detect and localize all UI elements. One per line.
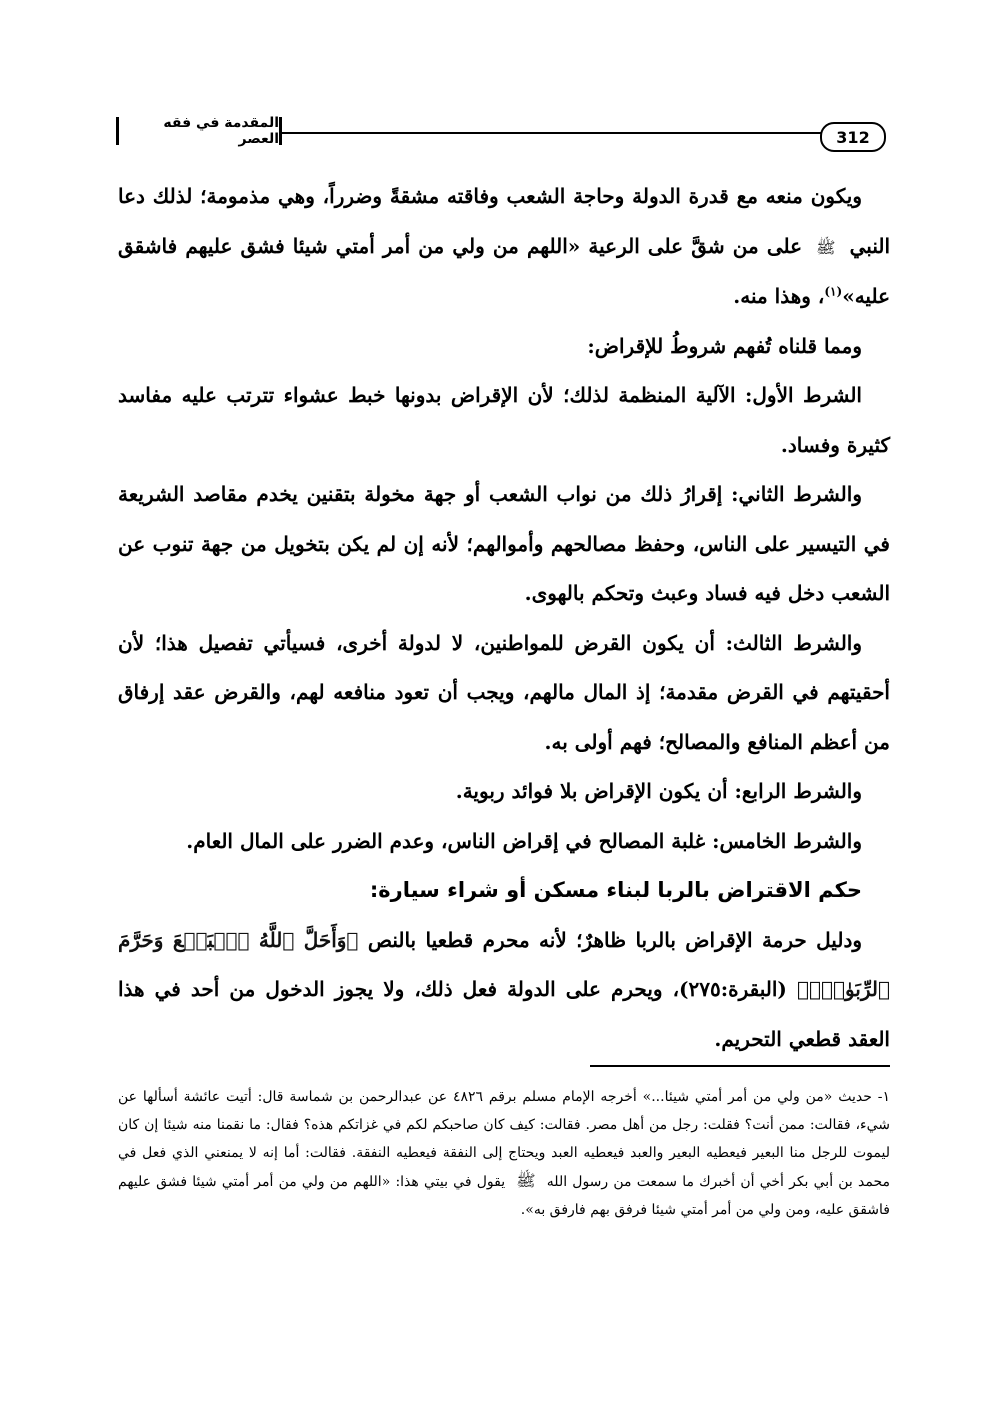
- honorific-symbol: ﷺ: [816, 237, 836, 257]
- paragraph: والشرط الثالث: أن يكون القرض للمواطنين، لا لدولة أخرى، فسيأتي تفصيل هذا؛ لأن أحقيتهم في القرض مقدمة؛ إذ المال مالهم، ويجب أن تعود منافعه لهم، والقرض عقد إرفاق من أعظم المنافع والمصالح؛ فهم أولى به.: [118, 630, 890, 754]
- page-number: 312: [820, 122, 886, 152]
- footnote-text: يقول في بيتي هذا: «اللهم من ولي من أمر أمتي شيئا فشق عليهم فاشقق عليه، ومن ولي من أمر أمتي شيئا فرفق بهم فارفق به».: [118, 1174, 890, 1218]
- footnote-rule: [590, 1065, 890, 1067]
- section-heading: حكم الاقتراض بالربا لبناء مسكن أو شراء سيارة:: [369, 878, 862, 902]
- main-text: [118, 172, 890, 1064]
- paragraph-text: ويكون منعه مع قدرة الدولة وحاجة الشعب وفاقته مشقةً وضرراً، وهي مذمومة؛ لذلك دعا النبي: [118, 184, 891, 258]
- paragraph: ومما قلناه تُفهم شروطُ للإقراض:: [587, 333, 862, 358]
- footnote: [118, 1083, 890, 1224]
- paragraph: [118, 172, 890, 322]
- book-title: المقدمة في فقه العصر: [116, 117, 282, 145]
- paragraph-text: ودليل حرمة الإقراض بالربا ظاهرٌ؛ لأنه محرم قطعيا بالنص: [367, 927, 863, 952]
- paragraph: والشرط الخامس: غلبة المصالح في إقراض الناس، وعدم الضرر على المال العام.: [186, 828, 862, 853]
- footnote-text: ١- حديث «من ولي من أمر أمتي شيئا...» أخرجه الإمام مسلم برقم ٤٨٢٦ عن عبدالرحمن بن شماسة قال: أتيت عائشة أسألها عن شيء، فقالت: ممن أنت؟ فقلت: رجل من أهل مصر. فقالت: كيف كان صاحبكم لكم في غزاتكم هذه؟ فقال: ما نقمنا منه شيئا إن كان ليموت للرجل منا البعير فيعطيه البعير والعبد فيعطيه العبد ويحتاج إلى النفقة فيعطيه النفقة. فقالت: أما إنه لا يمنعني الذي فعل في محمد بن أبي بكر أخي أن أخبرك ما سمعت من رسول الله: [118, 1089, 890, 1190]
- quran-verse: ﴿وَأَحَلَّ ٱللَّهُ ٱلۡبَيۡعَ وَحَرَّمَ ٱلرِّبَوٰاْۚ﴾: [118, 927, 890, 1001]
- honorific-symbol: ﷺ: [516, 1171, 536, 1190]
- paragraph-text: على من شقَّ على الرعية «اللهم من ولي من أمر أمتي شيئا فشق عليهم فاشقق عليه»: [118, 233, 890, 308]
- paragraph-text: ، وهذا منه.: [733, 284, 825, 308]
- paragraph: [118, 916, 890, 1065]
- paragraph-text: (البقرة:٢٧٥)، ويحرم على الدولة فعل ذلك، ولا يجوز الدخول من أحد في هذا العقد قطعي التحريم.: [118, 977, 890, 1051]
- paragraph: الشرط الأول: الآلية المنظمة لذلك؛ لأن الإقراض بدونها خبط عشواء تترتب عليه مفاسد كثيرة وفساد.: [118, 383, 890, 457]
- footnote-reference[interactable]: (١): [824, 284, 843, 299]
- paragraph: والشرط الثاني: إقرارُ ذلك من نواب الشعب أو جهة مخولة بتقنين يخدم مقاصد الشريعة في التيسير على الناس، وحفظ مصالحهم وأموالهم؛ لأنه إن لم يكن بتخويل من جهة تنوب عن الشعب دخل فيه فساد وعبث وتحكم بالهوى.: [118, 482, 890, 605]
- paragraph: والشرط الرابع: أن يكون الإقراض بلا فوائد ربوية.: [455, 779, 862, 803]
